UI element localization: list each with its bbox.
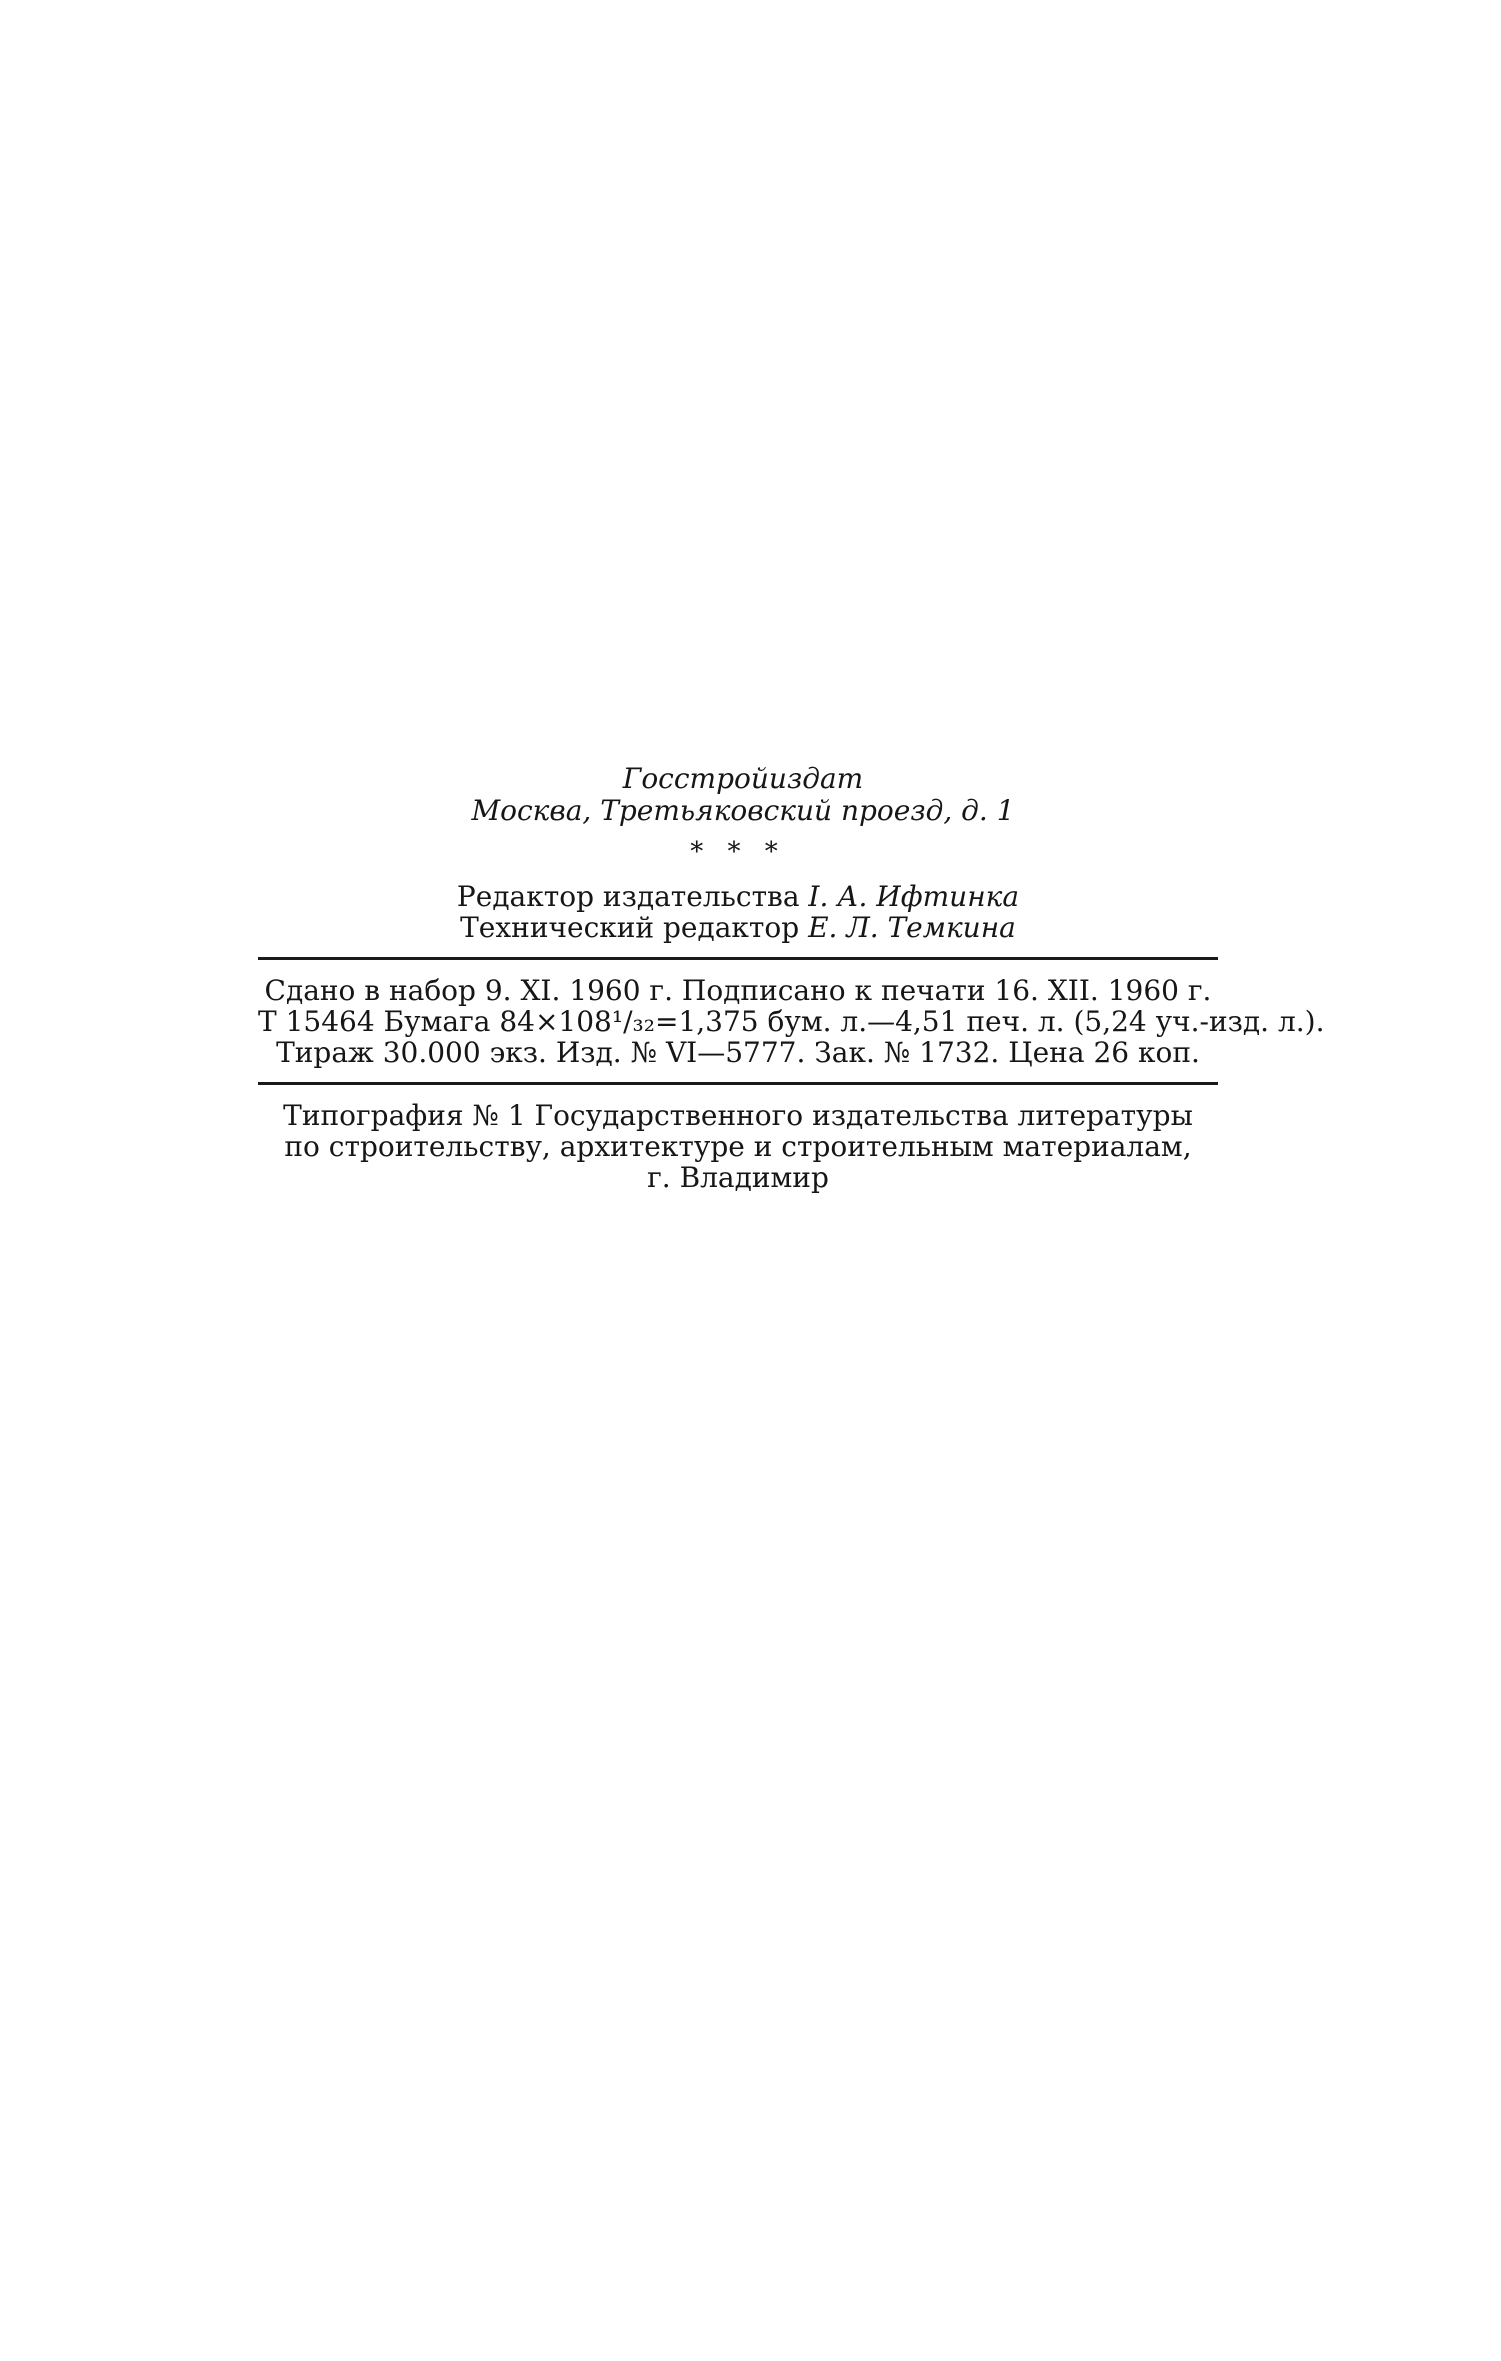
technical-editor-line: [258, 912, 1218, 943]
printer-block: [258, 1100, 1218, 1193]
print-specs-block: [258, 974, 1325, 1069]
publishing-editor-name: I. А. Ифтинка: [808, 880, 1020, 913]
printer-line-2: по строительству, архитектуре и строительным материалам,: [284, 1130, 1192, 1163]
specs-line-print-run: Тираж 30.000 экз. Изд. № VI—5777. Зак. № 1732. Цена 26 коп.: [276, 1036, 1200, 1069]
publisher-block: [268, 763, 1218, 827]
specs-line-typeset-signed: Сдано в набор 9. XI. 1960 г. Подписано к печати 16. XII. 1960 г.: [264, 974, 1212, 1007]
separator-stars: * * *: [690, 837, 786, 867]
technical-editor-label: Технический редактор: [460, 911, 800, 944]
publishing-editor-label: Редактор издательства: [456, 880, 800, 913]
publisher-address: Москва, Третьяковский проезд, д. 1: [471, 794, 1015, 827]
publishing-editor-line: [258, 881, 1218, 912]
printer-line-1: Типография № 1 Государственного издательства литературы: [283, 1099, 1193, 1132]
technical-editor-name: Е. Л. Темкина: [808, 911, 1016, 944]
top-rule: [258, 957, 1218, 960]
editors-block: [258, 881, 1218, 943]
publisher-name: Госстройиздат: [622, 762, 864, 795]
printer-line-city: г. Владимир: [647, 1161, 829, 1194]
bottom-rule: [258, 1082, 1218, 1085]
imprint-block: [258, 762, 1325, 1194]
specs-line-paper-format: Т 15464 Бумага 84×108¹/₃₂=1,375 бум. л.—4,51 печ. л. (5,24 уч.-изд. л.).: [258, 1005, 1325, 1038]
